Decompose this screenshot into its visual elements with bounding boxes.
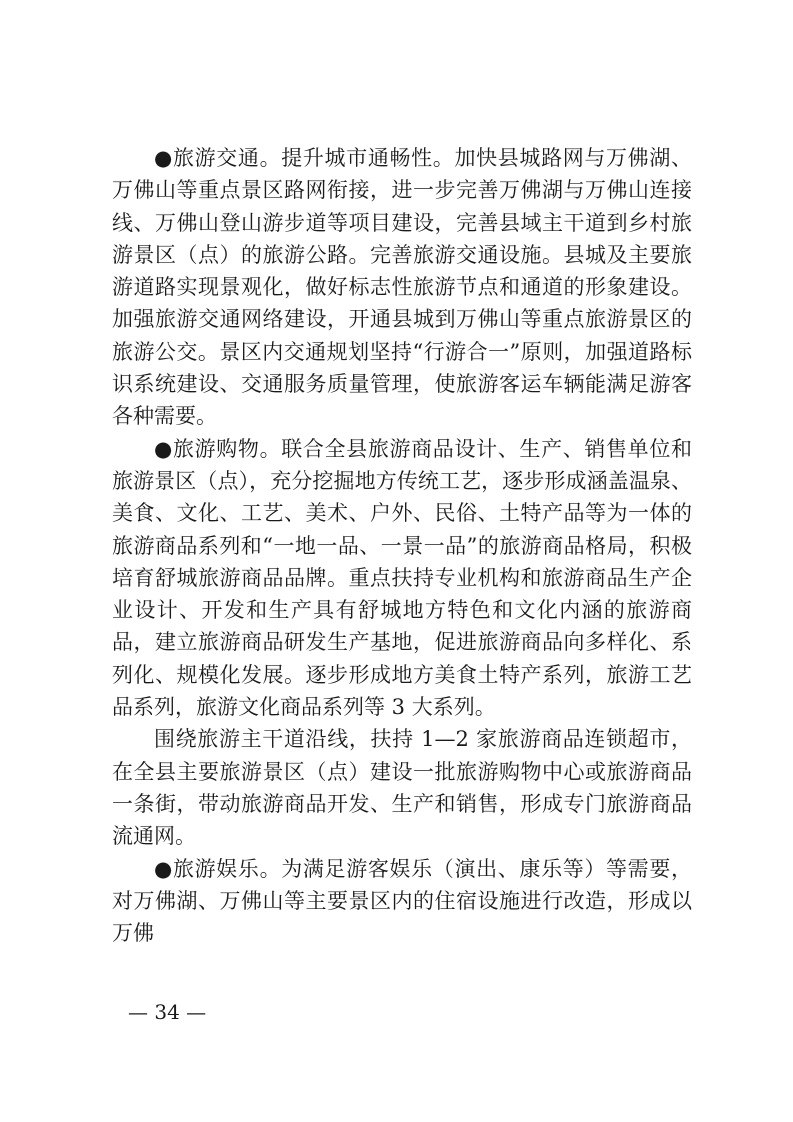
paragraph-shopping-network: 围绕旅游主干道沿线，扶持 1—2 家旅游商品连锁超市，在全县主要旅游景区（点）建设一批旅游购物中心或旅游商品一条街，带动旅游商品开发、生产和销售，形成专门旅游商品流通网。: [112, 727, 692, 849]
page-number: — 34 —: [128, 1000, 207, 1024]
body-text: [112, 142, 692, 949]
paragraph-tourism-entertainment: ●旅游娱乐。为满足游客娱乐（演出、康乐等）等需要，对万佛湖、万佛山等主要景区内的住宿设施进行改造，形成以万佛: [112, 856, 692, 946]
paragraph-tourism-transport: ●旅游交通。提升城市通畅性。加快县城路网与万佛湖、万佛山等重点景区路网衔接，进一步完善万佛湖与万佛山连接线、万佛山登山游步道等项目建设，完善县域主干道到乡村旅游景区（点）的旅游公路。完善旅游交通设施。县城及主要旅游道路实现景观化，做好标志性旅游节点和通道的形象建设。加强旅游交通网络建设，开通县城到万佛山等重点旅游景区的旅游公交。景区内交通规划坚持“行游合一”原则，加强道路标识系统建设、交通服务质量管理，使旅游客运车辆能满足游客各种需要。: [112, 146, 692, 429]
paragraph-tourism-shopping: ●旅游购物。联合全县旅游商品设计、生产、销售单位和旅游景区（点），充分挖掘地方传统工艺，逐步形成涵盖温泉、美食、文化、工艺、美术、户外、民俗、土特产品等为一体的旅游商品系列和“一地一品、一景一品”的旅游商品格局，积极培育舒城旅游商品品牌。重点扶持专业机构和旅游商品生产企业设计、开发和生产具有舒城地方特色和文化内涵的旅游商品，建立旅游商品研发生产基地，促进旅游商品向多样化、系列化、规模化发展。逐步形成地方美食土特产系列，旅游工艺品系列，旅游文化商品系列等 3 大系列。: [112, 436, 692, 720]
